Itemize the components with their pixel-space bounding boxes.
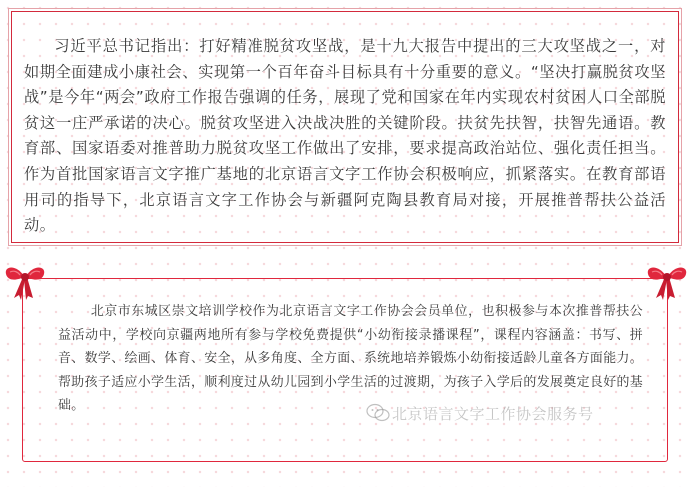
wechat-icon (366, 403, 390, 423)
school-paragraph: 北京市东城区崇文培训学校作为北京语言文字工作协会会员单位，也积极参与本次推普帮扶公益活动中，学校向京疆两地所有参与学校免费提供“小幼衔接录播课程”，课程内容涵盖：书写、拼音、数学、绘画、体育、安全，从多角度、全方面、系统地培养锻炼小幼衔接适龄儿童各方面能力。帮助孩子适应小学生活，顺利度过从幼儿园到小学生活的过渡期，为孩子入学后的发展奠定良好的基础。 (58, 304, 643, 413)
intro-paragraph: 习近平总书记指出：打好精准脱贫攻坚战，是十九大报告中提出的三大攻坚战之一，对如期全面建成小康社会、实现第一个百年奋斗目标具有十分重要的意义。“坚决打赢脱贫攻坚战”是今年“两会”政府工作报告强调的任务，展现了党和国家在年内实现农村贫困人口全部脱贫这一庄严承诺的决心。脱贫攻坚进入决战决胜的关键阶段。扶贫先扶智，扶智先通语。教育部、国家语委对推普助力脱贫攻坚工作做出了安排，要求提高政治站位、强化责任担当。作为首批国家语言文字推广基地的北京语言文字工作协会积极响应，抓紧落实。在教育部语用司的指导下，北京语言文字工作协会与新疆阿克陶县教育局对接，开展推普帮扶公益活动。 (24, 37, 666, 235)
watermark-text: 北京语言文字工作协会服务号 (392, 405, 594, 423)
ribbon-bow-icon (644, 262, 690, 302)
ribbon-bow-icon (2, 262, 48, 302)
